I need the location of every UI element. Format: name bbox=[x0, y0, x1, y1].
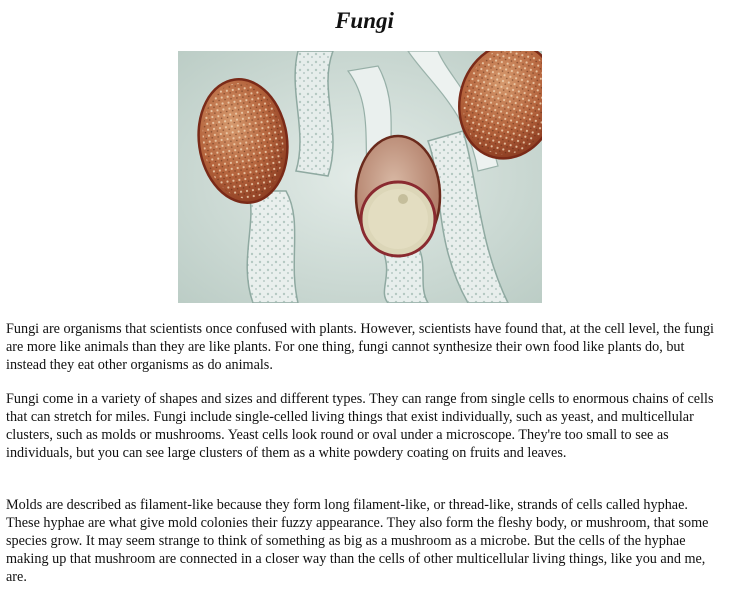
paragraph-molds: Molds are described as filament-like because they form long filament-like, or thread-like, strands of cells called hyphae. These hyphae are what give mold colonies their fuzzy appearance. They also form the fleshy body, or mushroom, that some species grow. It may seem strange to think of something as big as a mushroom as a microbe. But the cells of the hyphae making up that mushroom are connected in a closer way than the cells of other multicellular living things, like you and me, are. bbox=[6, 497, 709, 585]
paragraph-shapes-and-types: Fungi come in a variety of shapes and sizes and different types. They can range from single cells to enormous chains of cells that can stretch for miles. Fungi include single-celled living things that exist individually, such as yeast, and multicellular clusters, such as molds or mushrooms. Yeast cells look round or oval under a microscope. They're too small to see as individuals, but you can see large clusters of them as a white powdery coating on fruits and leaves. bbox=[6, 391, 714, 461]
paragraph-intro: Fungi are organisms that scientists once confused with plants. However, scientists have found that, at the cell level, the fungi are more like animals than they are like plants. For one thing, fungi cannot synthesize their own food like plants do, but instead they eat other organisms as do animals. bbox=[6, 321, 714, 373]
fungi-micrograph-image bbox=[178, 51, 542, 303]
page-title: Fungi bbox=[335, 8, 394, 33]
